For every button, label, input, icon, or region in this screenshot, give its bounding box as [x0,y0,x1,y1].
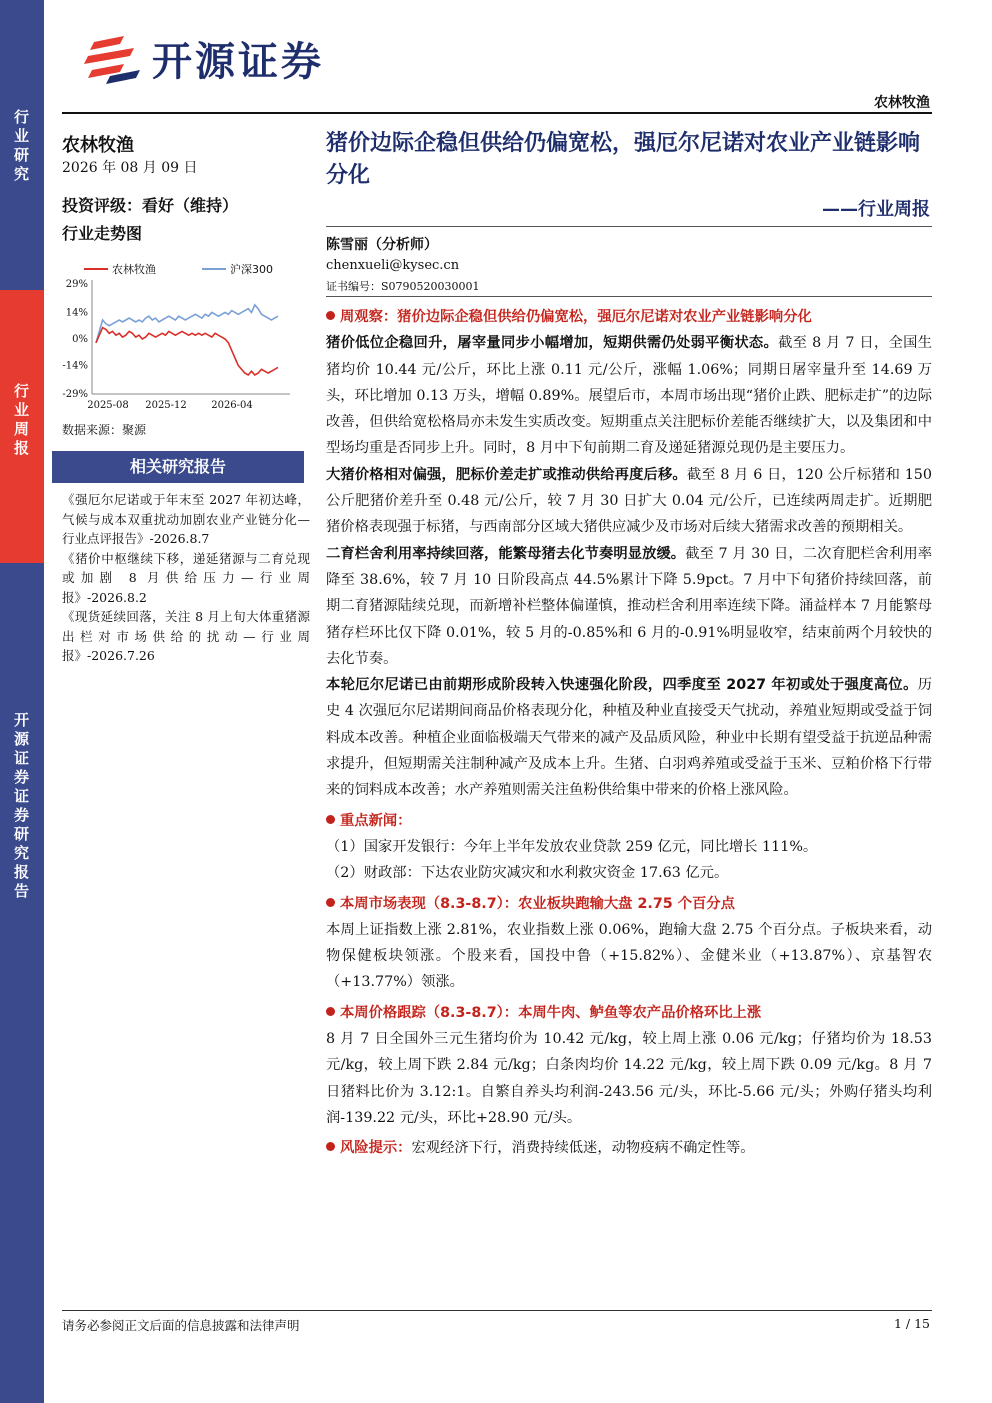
section-heading: 周观察：猪价边际企稳但供给仍偏宽松，强厄尔尼诺对农业产业链影响分化 [340,309,812,325]
y-tick-label: 0% [72,334,88,345]
trend-chart [58,258,298,418]
header-divider [62,112,932,114]
paragraph-text: 截至 8 月 7 日，全国生猪均价 10.44 元/公斤，环比上涨 0.11 元/公斤，涨幅 1.06%；同期日屠宰量升至 14.69 万头，环比增加 0.13 万头，增幅 0.89%。展望后市，本周市场出现“猪价止跌、肥标走扩”的边际改善，但供给宽松格局亦未发生实质改变。短期重点关注肥标价差能否继续扩大，以及集团和中型场均重是否同步上升。同时，8 月中下旬前期二育及递延猪源兑现仍是主要压力。 [326,335,932,457]
report-date: 2026 年 08 月 09 日 [62,160,198,176]
x-tick-label: 2026-04 [211,400,253,411]
paragraph-text: 截至 8 月 6 日，120 公斤标猪和 150 公斤肥猪价差升至 0.48 元/公斤，较 7 月 30 日扩大 0.04 元/公斤，已连续两周走扩。近期肥猪价格表现强于标猪，与西南部分区域大猪供应减少及市场对后续大猪需求改善的预期相关。 [326,466,932,536]
y-tick-label: 29% [65,279,88,290]
brand-name: 开源证券 [152,39,324,85]
paragraph-text: 截至 7 月 30 日，二次育肥栏舍利用率降至 38.6%，较 7 月 10 日阶段高点 44.5%累计下降 5.9pct。7 月中下旬猪价持续回落，前期二育猪源陆续兑现，而新增补栏整体偏谨慎，推动栏舍利用率连续下降。涌益样本 7 月能繁母猪存栏环比仅下降 0.01%，较 5 月的-0.85%和 6 月的-0.91%明显收窄，结束前两个月较快的去化节奏。 [326,545,933,667]
x-tick-label: 2025-12 [145,400,187,411]
related-report-item[interactable]: 《猪价中枢继续下移，递延猪源与二育兑现或加剧 8 月供给压力—行业周报》-2026.8.2 [62,550,310,605]
risk-text: 宏观经济下行，消费持续低迷，动物疫病不确定性等。 [411,1140,755,1157]
legend-label: 沪深300 [230,263,273,276]
paragraph-lead: 猪价低位企稳回升，屠宰量同步小幅增加，短期供需仍处弱平衡状态。 [326,335,779,352]
related-report-item[interactable]: 《现货延续回落，关注 8 月上旬大体重猪源出栏对市场供给的扰动—行业周报》-2026.7.26 [62,609,310,663]
logo-icon [84,32,144,86]
side-label-middle: 行业周报 [14,382,30,457]
analyst-cert: 证书编号：S0790520030001 [326,280,480,293]
side-band-bottom [0,563,44,1403]
page-number: 1 / 15 [893,1316,930,1331]
footer-disclaimer: 请务必参阅正文后面的信息披露和法律声明 [62,1318,300,1333]
paragraph [326,330,932,461]
section-heading: 本周市场表现（8.3-8.7）：农业板块跑输大盘 2.75 个百分点 [340,895,735,912]
section-market-performance [326,891,932,917]
section-weekly-observation [326,304,932,330]
y-tick-label: -14% [62,360,88,372]
industry-label: 农林牧渔 [62,135,134,156]
section-heading: 风险提示： [340,1140,412,1157]
bullet-icon [326,1142,335,1151]
data-source: 数据来源：聚源 [62,423,147,437]
news-item: （1）国家开发银行：今年上半年发放农业贷款 259 亿元，同比增长 111%。 [326,838,818,855]
paragraph-lead: 大猪价格相对偏强，肥标价差走扩或推动供给再度后移。 [326,466,687,483]
trend-title: 行业走势图 [62,224,143,243]
footer-divider [62,1310,932,1311]
paragraph-text: 历史 4 次强厄尔尼诺期间商品价格表现分化，种植及种业直接受天气扰动，养殖业短期或受益于饲料成本改善。种植企业面临极端天气带来的减产及品质风险，种业中长期有望受益于抗逆品种需求提升，但短期需关注制种减产及成本上升。生猪、白羽鸡养殖或受益于玉米、豆粕价格下行带来的饲料成本改善；水产养殖则需关注鱼粉供给集中带来的价格上涨风险。 [326,677,932,799]
bullet-icon [326,815,335,824]
bullet-icon [326,898,335,907]
brand-logo [84,30,324,87]
side-label-top: 行业研究 [14,108,30,183]
section-price-tracking [326,1000,932,1026]
series-line-agriculture [96,328,278,375]
title-divider [326,226,932,227]
paragraph-lead: 二育栏舍利用率持续回落，能繁母猪去化节奏明显放缓。 [326,545,686,562]
paragraph: 8 月 7 日全国外三元生猪均价为 10.42 元/kg，较上周上涨 0.06 元/kg；仔猪均价为 18.53 元/kg，较上周下跌 2.84 元/kg；白条肉均价 14.22 元/kg，较上周下跌 0.09 元/kg。8 月 7 日猪料比价为 3.12:1。自繁自养头均利润-243.56 元/头，环比-5.66 元/头；外购仔猪头均利润-139.22 元/头，环比+28.90 元/头。 [326,1031,932,1126]
side-label-bottom: 开源证券 证券研究报告 [14,711,30,900]
news-item: （2）财政部：下达农业防灾减灾和水利救灾资金 17.63 亿元。 [326,865,729,882]
section-heading: 本周价格跟踪（8.3-8.7）：本周牛肉、鲈鱼等农产品价格环比上涨 [340,1004,762,1021]
y-tick-label: 14% [65,307,88,319]
section-key-news [326,808,932,834]
investment-rating: 投资评级：看好（维持） [62,196,239,215]
header-industry-tag: 农林牧渔 [874,95,930,111]
x-tick-label: 2025-08 [87,400,129,411]
report-title: 猪价边际企稳但供给仍偏宽松，强厄尔尼诺对农业产业链影响分化 [326,131,921,188]
paragraph [326,541,932,672]
paragraph: 本周上证指数上涨 2.81%，农业指数上涨 0.06%，跑输大盘 2.75 个百分点。子板块来看，动物保健板块领涨。个股来看，国投中鲁（+15.82%）、金健米业（+13.87%）、京基智农（+13.77%）领涨。 [326,921,932,991]
section-heading: 重点新闻： [340,812,412,829]
side-band-middle [0,290,44,563]
report-body [326,304,932,1162]
related-report-item[interactable]: 《强厄尔尼诺或于年末至 2027 年初达峰，气候与成本双重扰动加剧农业产业链分化—行业点评报告》-2026.8.7 [62,492,310,546]
analyst-name: 陈雪丽（分析师） [326,237,438,253]
analyst-divider [326,296,932,297]
bullet-icon [326,1007,335,1016]
paragraph [326,672,932,803]
related-reports-list [62,490,310,666]
paragraph-lead: 本轮厄尔尼诺已由前期形成阶段转入快速强化阶段，四季度至 2027 年初或处于强度高位。 [326,677,918,694]
legend-label: 农林牧渔 [112,263,156,276]
paragraph [326,462,932,541]
bullet-icon [326,311,335,320]
related-reports-header: 相关研究报告 [52,451,304,483]
side-band-top [0,0,44,290]
section-risk [326,1135,932,1161]
report-subtitle: ——行业周报 [822,199,930,220]
analyst-email[interactable]: chenxueli@kysec.cn [326,258,460,273]
y-tick-label: -29% [62,389,88,400]
